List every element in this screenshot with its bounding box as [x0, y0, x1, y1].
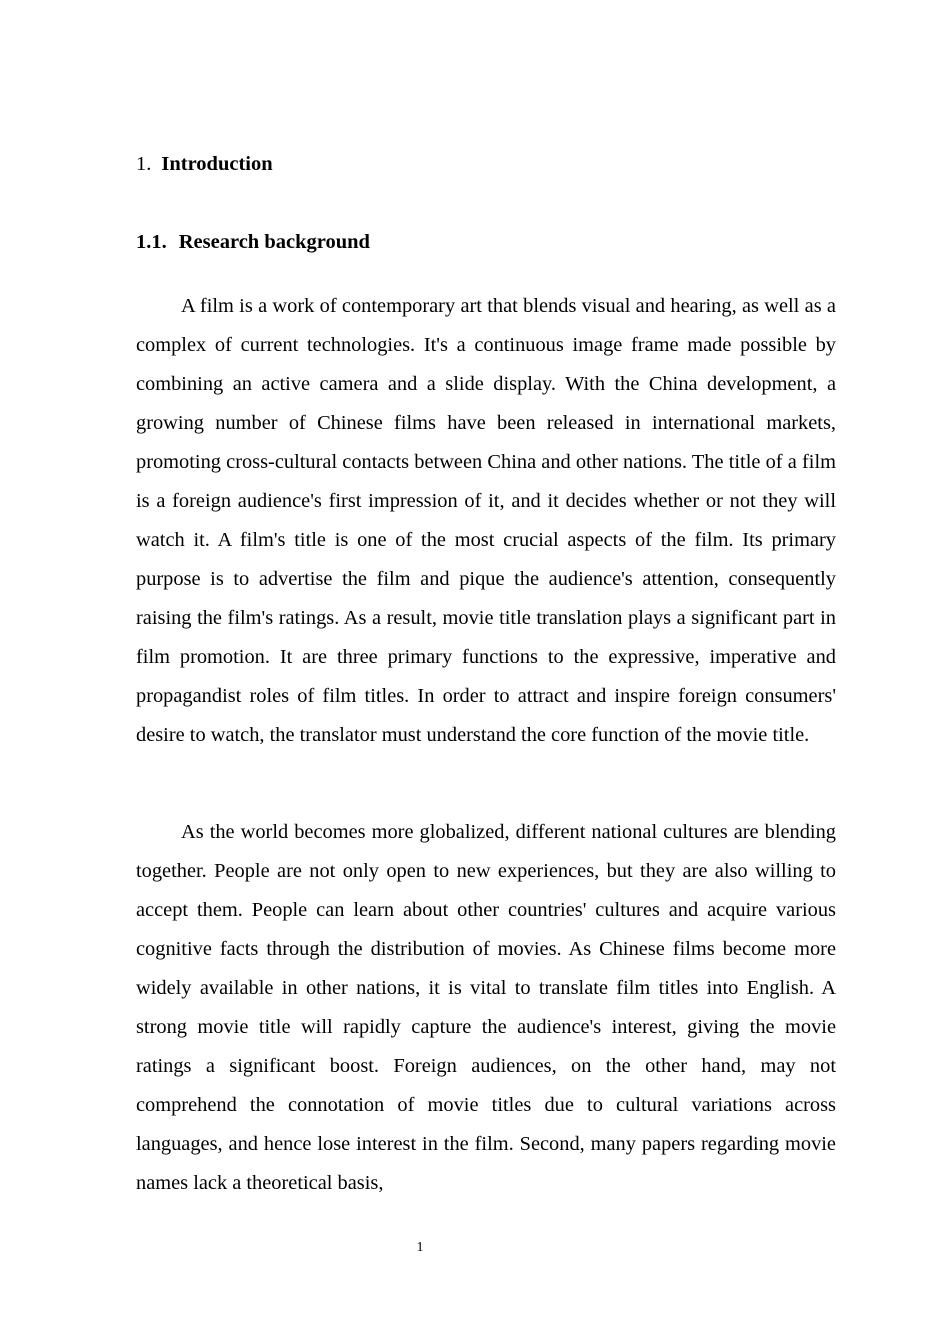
subsection-number: 1.1.: [136, 231, 167, 253]
section-number: 1.: [136, 153, 152, 175]
section-title: Introduction: [161, 153, 273, 175]
subsection-title: Research background: [178, 231, 370, 253]
page-number: 1: [416, 1240, 424, 1255]
body-paragraph: As the world becomes more globalized, different national cultures are blending together. People are not only open to new experiences, but they are also willing to accept them. People can learn about other countries' cultures and acquire various cognitive facts through the distribution of movies. As Chinese films become more widely available in other nations, it is vital to translate film titles into English. A strong movie title will rapidly capture the audience's interest, giving the movie ratings a significant boost. Foreign audiences, on the other hand, may not comprehend the connotation of movie titles due to cultural variations across languages, and hence lose interest in the film. Second, many papers regarding movie names lack a theoretical basis,: [136, 821, 836, 1194]
subsection-heading-research-background: [136, 229, 370, 255]
body-paragraph: A film is a work of contemporary art that blends visual and hearing, as well as a complex of current technologies. It's a continuous image frame made possible by combining an active camera and a slide display. With the China development, a growing number of Chinese films have been released in international markets, promoting cross-cultural contacts between China and other nations. The title of a film is a foreign audience's first impression of it, and it decides whether or not they will watch it. A film's title is one of the most crucial aspects of the film. Its primary purpose is to advertise the film and pique the audience's attention, consequently raising the film's ratings. As a result, movie title translation plays a significant part in film promotion. It are three primary functions to the expressive, imperative and propagandist roles of film titles. In order to attract and inspire foreign consumers' desire to watch, the translator must understand the core function of the movie title.: [136, 295, 836, 746]
section-heading-introduction: [136, 151, 273, 177]
